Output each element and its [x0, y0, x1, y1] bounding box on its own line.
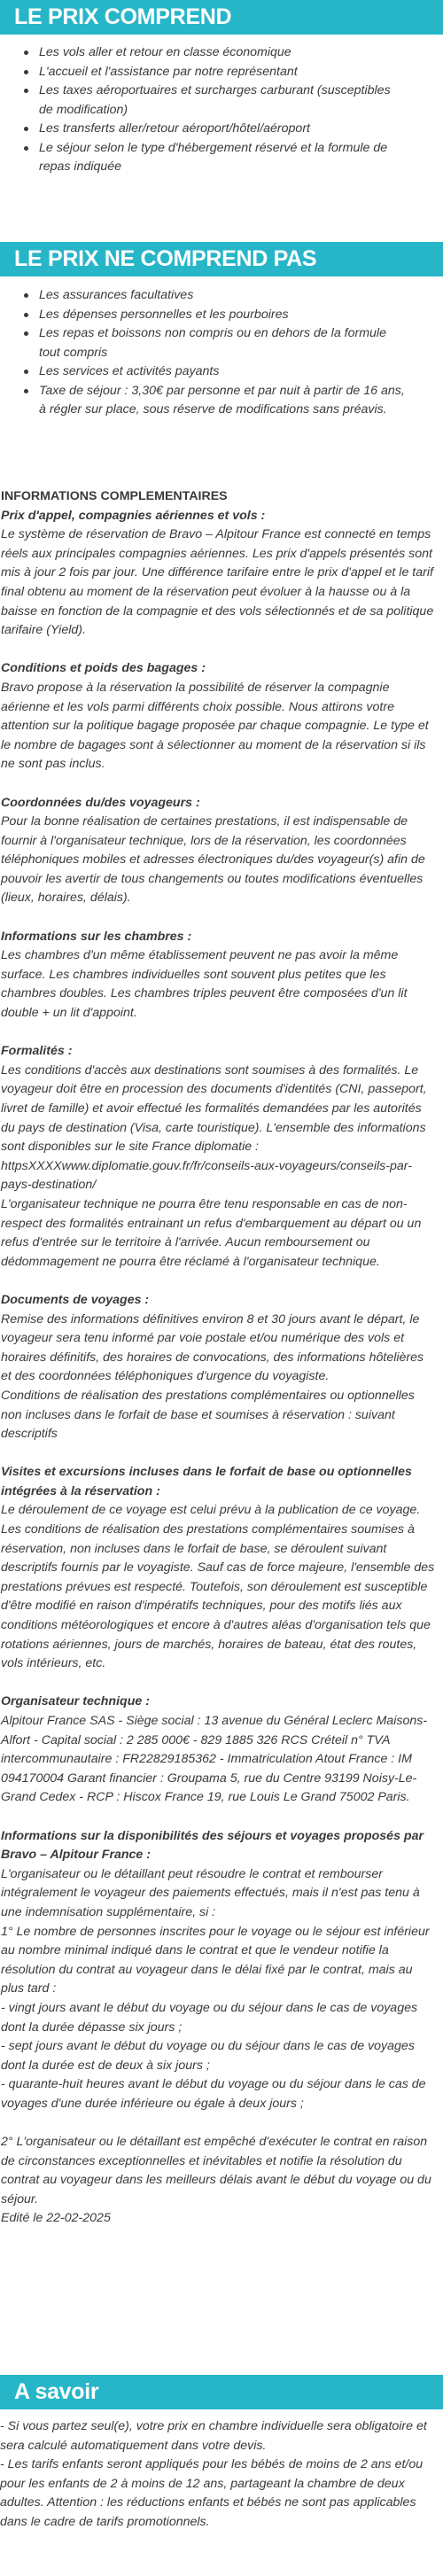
list-item: Le séjour selon le type d'hébergement réservé et la formule de repas indiquée — [0, 139, 443, 177]
section-text: Bravo propose à la réservation la possibilité de réserver la compagnie aérienne et les vols parmi différents choix possible. Nous attirons votre attention sur la politique bagage proposée par chaque compagnie. Le type et le nombre de bagages sont à sélectionner au moment de la réservation si ils ne sont pas inclus. — [1, 680, 429, 772]
section-text: Conditions de réalisation des prestations complémentaires ou optionnelles non incluses dans le forfait de base et soumises à réservation : suivant descriptifs — [1, 1388, 415, 1442]
section-text: - sept jours avant le début du voyage ou du séjour dans le cas de voyages dont la durée est de deux à six jours ; — [1, 2039, 415, 2073]
list-item: Les taxes aéroportuaires et surcharges carburant (susceptibles de modification) — [0, 82, 443, 120]
section-heading: Documents de voyages : — [1, 1292, 150, 1307]
info-title: INFORMATIONS COMPLEMENTAIRES — [1, 489, 228, 503]
section-text: Alpitour France SAS - Siège social : 13 avenue du Général Leclerc Maisons-Alfort - Capital social : 2 285 000€ - 829 1885 326 RCS Créteil n° TVA intercommunautaire : FR22829185362 - Immatriculation Atout France : IM 094170004 Garant financier : Groupama 5, rue du Centre 93199 Noisy-Le-Grand Cedex - RCP : Hiscox France 19, rue Louis Le Grand 75002 Paris. — [1, 1714, 428, 1805]
list-item: L'accueil et l'assistance par notre représentant — [0, 63, 443, 82]
list-item: Taxe de séjour : 3,30€ par personne et par nuit à partir de 16 ans, à régler sur place, sous réserve de modifications sans préavis. — [0, 382, 443, 420]
excludes-title: LE PRIX NE COMPREND PAS — [0, 242, 443, 276]
section-heading: Visites et excursions incluses dans le forfait de base ou optionnelles intégrées à la réservation : — [1, 1465, 412, 1498]
section-text: Le système de réservation de Bravo – Alpitour France est connecté en temps réels aux principales compagnies aériennes. Les prix d'appels présentés sont mis à jour 2 fois par jour. Une différence tarifaire entre le prix d'appel et le tarif final obtenu au moment de la réservation peut évoluer à la hausse ou à la baisse en fonction de la compagnie et des vols sélectionnés et de sa politique tarifaire (Yield). — [1, 527, 434, 638]
savoir-block — [0, 2417, 436, 2533]
section-text: L'organisateur ou le détaillant peut résoudre le contrat et rembourser intégralement le voyageur des paiements effectués, mais il n'est pas tenu à une indemnisation supplémentaire, si : — [1, 1866, 420, 1919]
section-heading: Informations sur les chambres : — [1, 929, 192, 944]
includes-list — [0, 43, 443, 177]
section-text: 2° L'organisateur ou le détaillant est empêché d'exécuter le contrat en raison de circonstances exceptionnelles et inévitables et notifie la résolution du contrat au voyageur dans les meilleurs délais avant le début du voyage ou du séjour. — [1, 2135, 431, 2206]
list-item: Les repas et boissons non compris ou en dehors de la formule tout compris — [0, 324, 443, 362]
list-item: Les transferts aller/retour aéroport/hôtel/aéroport — [0, 120, 443, 139]
section-heading: Prix d'appel, compagnies aériennes et vols : — [1, 508, 266, 523]
section-text: L'organisateur technique ne pourra être tenu responsable en cas de non-respect des formalités entrainant un refus d'embarquement au départ ou un refus d'entrée sur le territoire à l'arrivée. Aucun remboursement ou dédommagement ne pourra être réclamé à l'organisateur technique. — [1, 1196, 422, 1269]
savoir-line: - Si vous partez seul(e), votre prix en chambre individuelle sera obligatoire et sera calculé automatiquement dans votre devis. — [0, 2419, 427, 2453]
list-item: Les dépenses personnelles et les pourboires — [0, 306, 443, 325]
includes-title: LE PRIX COMPREND — [0, 0, 443, 35]
section-text: - quarante-huit heures avant le début du voyage ou du séjour dans le cas de voyages d'une durée inférieure ou égale à deux jours ; — [1, 2077, 426, 2111]
savoir-title: A savoir — [0, 2375, 443, 2409]
list-item: Les vols aller et retour en classe économique — [0, 43, 443, 63]
section-heading: Informations sur la disponibilités des séjours et voyages proposés par Bravo – Alpitour France : — [1, 1828, 424, 1863]
list-item: Les assurances facultatives — [0, 286, 443, 306]
info-block — [0, 487, 435, 2229]
savoir-line: - Les tarifs enfants seront appliqués pour les bébés de moins de 2 ans et/ou pour les enfants de 2 à moins de 12 ans, partageant la chambre de deux adultes. Attention : les réductions enfants et bébés ne sont pas applicables dans le cadre de tarifs promotionnels. — [0, 2457, 424, 2529]
section-heading: Coordonnées du/des voyageurs : — [1, 795, 200, 810]
section-text: Les chambres d'un même établissement peuvent ne pas avoir la même surface. Les chambres individuelles sont souvent plus petites que les chambres doubles. Les chambres triples peuvent être composées d'un lit double + un lit d'appoint. — [1, 948, 408, 1021]
section-text: - vingt jours avant le début du voyage ou du séjour dans le cas de voyages dont la durée dépasse six jours ; — [1, 2000, 418, 2035]
section-heading: Organisateur technique : — [1, 1694, 150, 1709]
section-text: Les conditions d'accès aux destinations sont soumises à des formalités. Le voyageur doit être en procession des documents d'identités (CNI, passeport, livret de famille) et avoir effectué les formalités demandées par les autorités du pays de destination (Visa, carte touristique). L'ensemble des informations sont disponibles sur le site France diplomatie : httpsXXXXwww.diplomatie.gouv.fr/fr/conseils-aux-voyageurs/conseils-par-pays-destination/ — [1, 1062, 427, 1193]
section-text: 1° Le nombre de personnes inscrites pour le voyage ou le séjour est inférieur au nombre minimal indiqué dans le contrat et que le vendeur notifie la résolution du contrat au voyageur dans le délai fixé par le contrat, mais au plus tard : — [1, 1924, 430, 1996]
list-item: Les services et activités payants — [0, 362, 443, 382]
excludes-list — [0, 286, 443, 420]
section-heading: Formalités : — [1, 1044, 73, 1059]
section-heading: Conditions et poids des bagages : — [1, 661, 206, 676]
section-text: Remise des informations définitives environ 8 et 30 jours avant le départ, le voyageur sera tenu informé par voie postale et/ou numérique des vols et horaires définitifs, des horaires de convocations, des informations hôtelières et des coordonnées téléphoniques d'urgence du voyagiste. — [1, 1311, 424, 1384]
edition-date: Edité le 22-02-2025 — [1, 2211, 111, 2226]
section-text: Le déroulement de ce voyage est celui prévu à la publication de ce voyage. Les conditions de réalisation des prestations complémentaires soumises à réservation, non incluses dans le forfait de base, se déroulent suivant descriptifs fournis par le voyagiste. Sauf cas de force majeure, l'ensemble des prestations prévues est respecté. Toutefois, son déroulement est susceptible d'être modifié en raison d'impératifs techniques, pour des motifs liés aux conditions météorologiques et encore à d'autres aléas d'organisation tels que rotations aériennes, jours de marchés, horaires de bateau, état des routes, vols intérieurs, etc. — [1, 1503, 435, 1671]
section-text: Pour la bonne réalisation de certaines prestations, il est indispensable de fournir à l'organisateur technique, lors de la réservation, les coordonnées téléphoniques mobiles et adresses électroniques du/des voyageur(s) afin de pouvoir les avertir de tous changements ou toutes modifications éventuelles (lieux, horaires, délais). — [1, 814, 425, 906]
